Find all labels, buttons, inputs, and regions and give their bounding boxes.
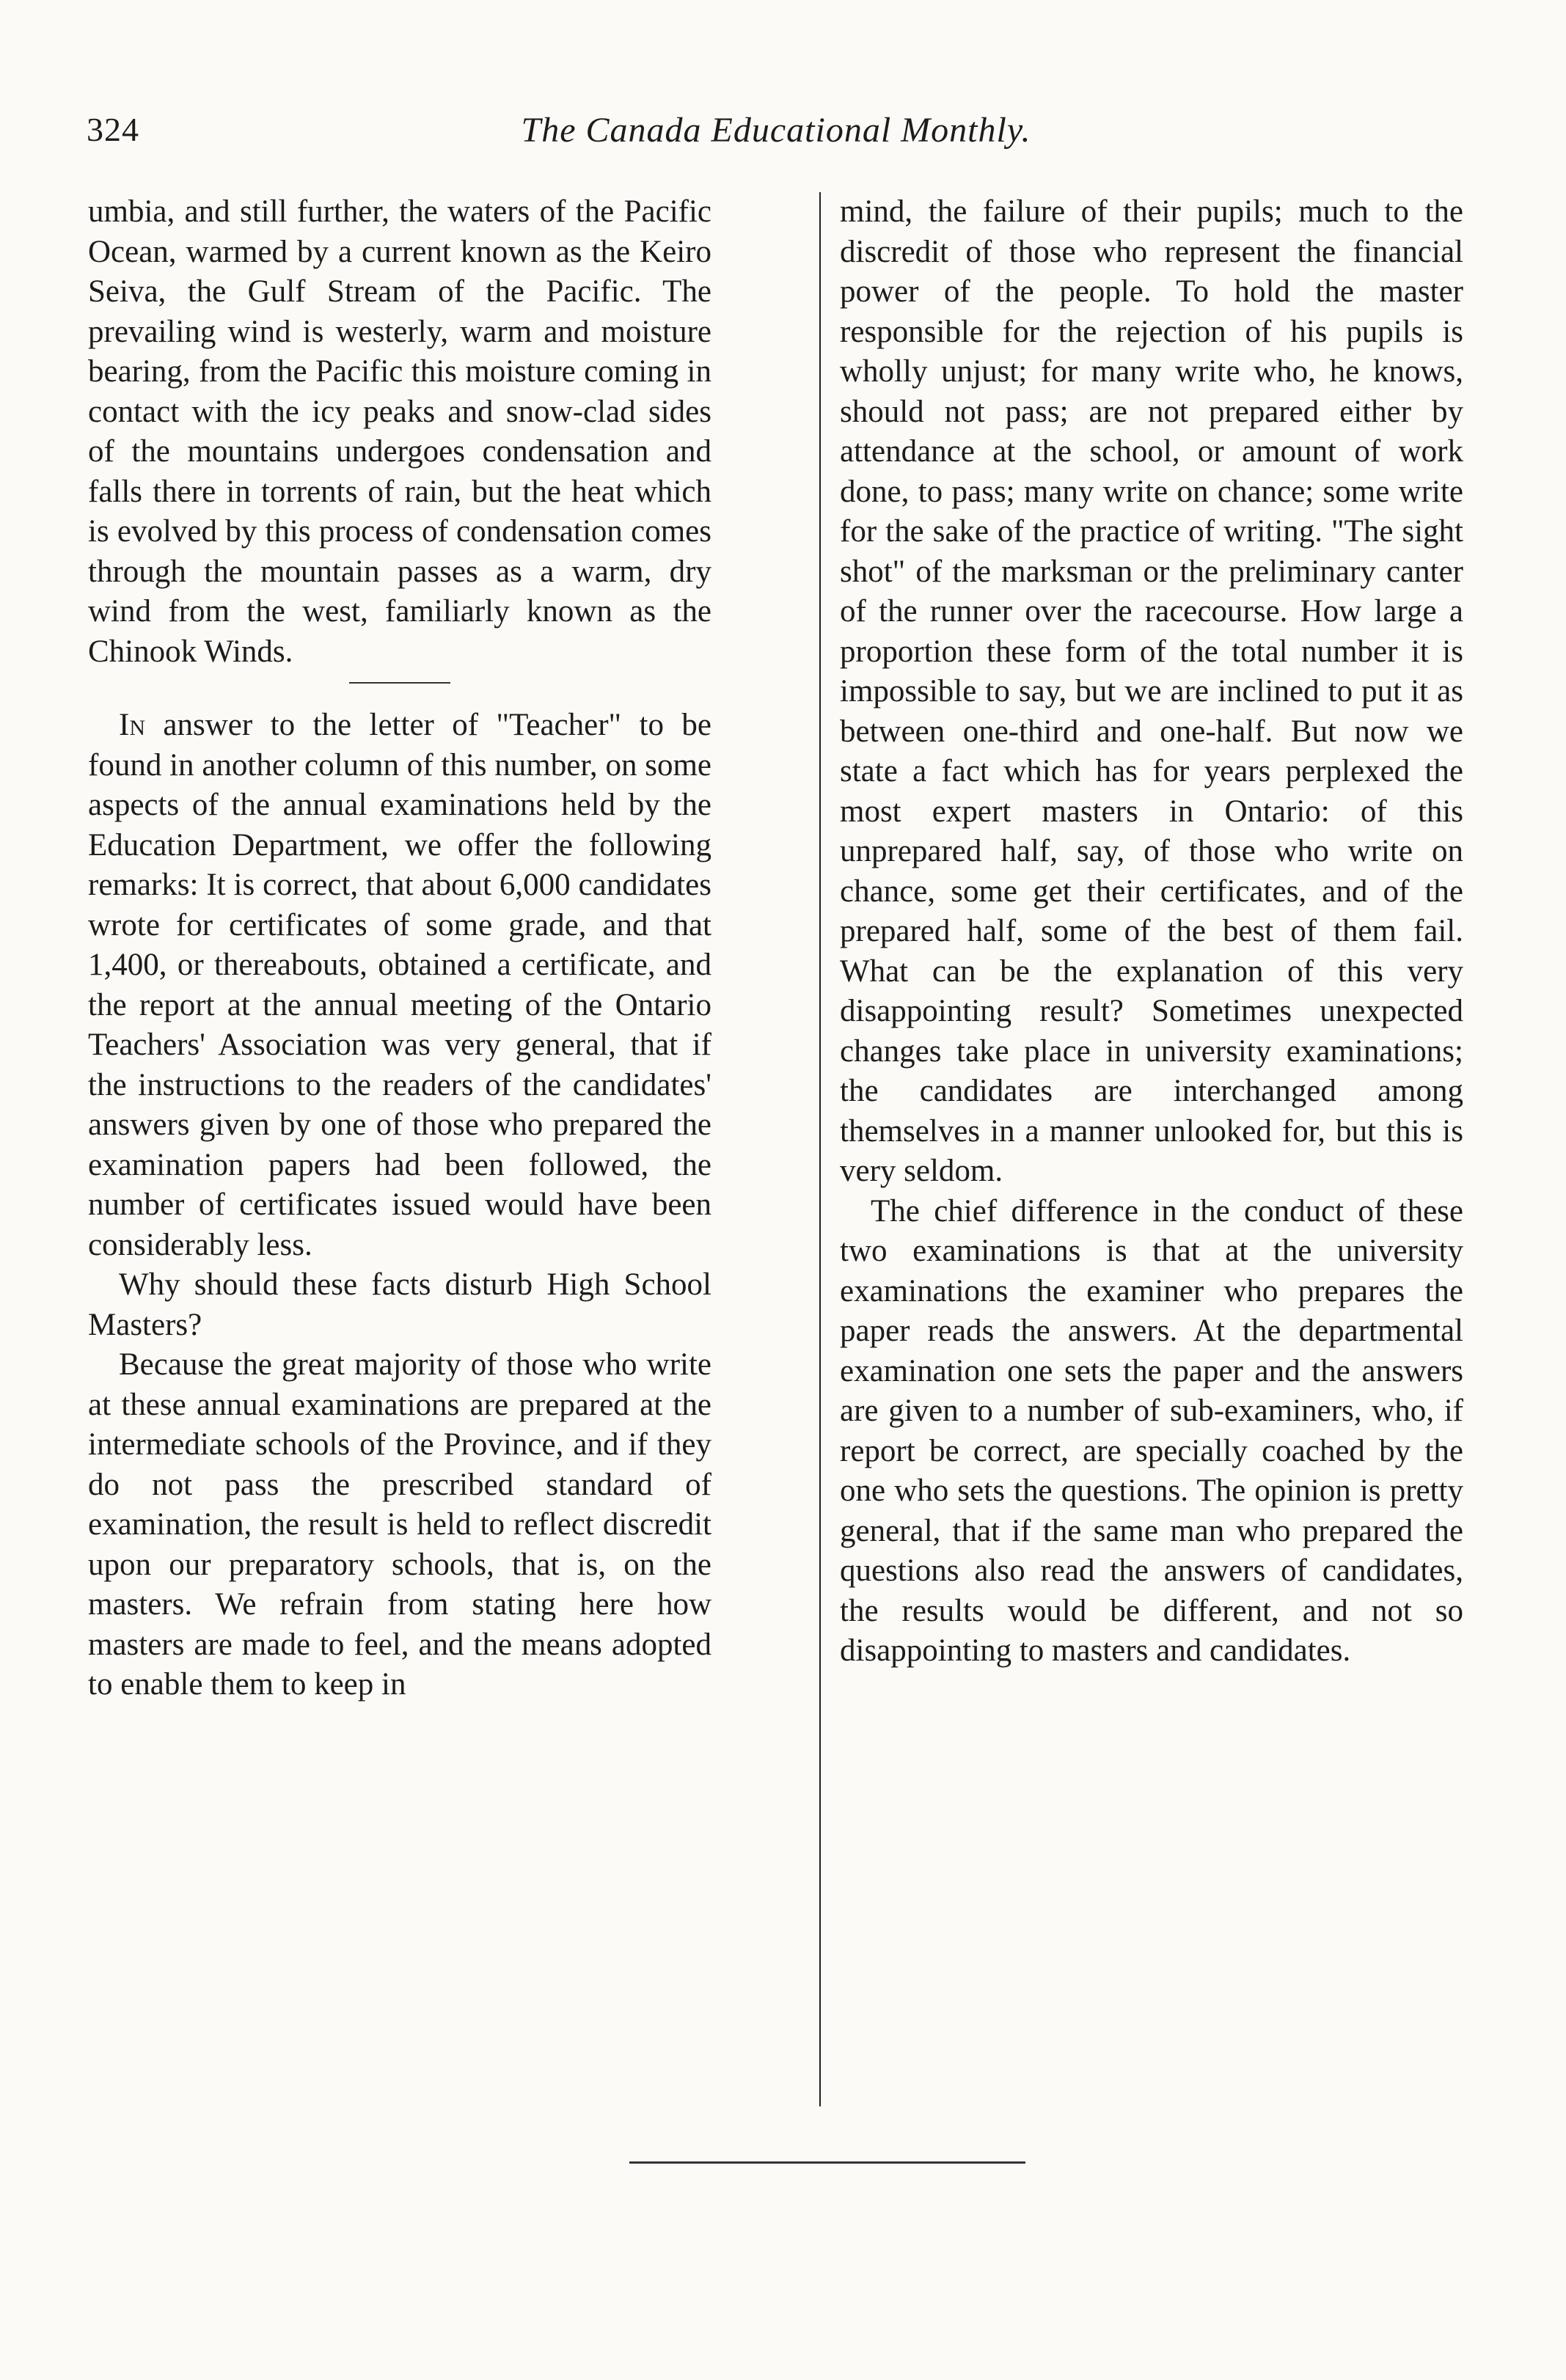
paragraph-chinook-winds: umbia, and still further, the waters of the Pacific Ocean, warmed by a current known as the Keiro Seiva, the Gulf Stream of the Pacific. The prevailing wind is westerly, warm and moisture bearing, from the Pacific this moisture coming in contact with the icy peaks and snow-clad sides of the mountains undergoes condensation and falls there in torrents of rain, but the heat which is evolved by this process of condensation comes through the mountain passes as a warm, dry wind from the west, familiarly known as the Chinook Winds. (88, 194, 711, 669)
column-divider (819, 192, 821, 2106)
paragraph-teacher-letter (88, 706, 711, 1265)
left-column (88, 192, 711, 1705)
section-divider-rule (349, 682, 450, 684)
page-number: 324 (87, 111, 139, 148)
paragraph-lead-in: In (119, 708, 145, 742)
page-header (87, 110, 1466, 169)
paragraph-majority: Because the great majority of those who write at these annual examinations are prepared at the intermediate schools of the Province, and if they do not pass the prescribed standard of examination, the result is held to reflect discredit upon our preparatory schools, that is, on the masters. We refrain from stating here how masters are made to feel, and the means adopted to enable them to keep in (88, 1347, 711, 1702)
footer-rule (629, 2161, 1025, 2164)
paragraph-teacher-letter-text: answer to the letter of "Teacher" to be found in another column of this number, on some aspects of the annual examinations held by the Education Department, we offer the following remarks: It is correct, that about 6,000 candidates wrote for certificates of some grade, and that 1,400, or thereabouts, obtained a certificate, and the report at the annual meeting of the Ontario Teachers' Association was very general, that if the instructions to the readers of the candidates' answers given by one of those who prepared the examination papers had been followed, the number of certificates issued would have been considerably less. (88, 708, 711, 1262)
paragraph-chief-difference: The chief difference in the conduct of these two examinations is that at the university examinations the examiner who prepares the paper reads the answers. At the departmental examination one sets the paper and the answers are given to a number of sub-examiners, who, if report be correct, are specially coached by the one who sets the questions. The opinion is pretty general, that if the same man who prepared the questions also read the answers of candidates, the results would be different, and not so disappointing to masters and candidates. (840, 1193, 1463, 1668)
running-title: The Canada Educational Monthly. (521, 111, 1031, 150)
paragraph-question: Why should these facts disturb High School Masters? (88, 1267, 711, 1342)
paragraph-failure-of-pupils: mind, the failure of their pupils; much to the discredit of those who represent the financial power of the people. To hold the master responsible for the rejection of his pupils is wholly unjust; for many write who, he knows, should not pass; are not prepared either by attendance at the school, or amount of work done, to pass; many write on chance; some write for the sake of the practice of writing. "The sight shot" of the marksman or the preliminary canter of the runner over the racecourse. How large a proportion these form of the total number it is impossible to say, but we are inclined to put it as between one-third and one-half. But now we state a fact which has for years perplexed the most expert masters in Ontario: of this unprepared half, say, of those who write on chance, some get their certificates, and of the prepared half, some of the best of them fail. What can be the explanation of this very disappointing result? Sometimes unexpected changes take place in university examinations; the candidates are interchanged among themselves in a manner unlooked for, but this is very seldom. (840, 194, 1463, 1188)
right-column (840, 192, 1463, 1672)
